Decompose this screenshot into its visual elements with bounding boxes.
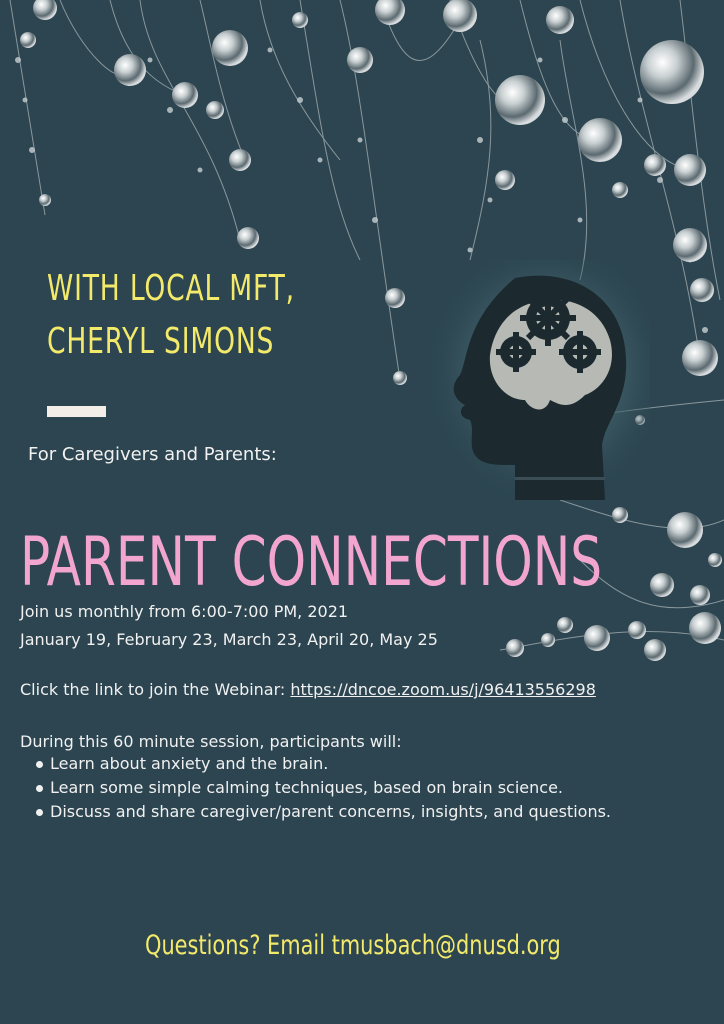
list-item: Learn some simple calming techniques, based on brain science. <box>36 776 611 800</box>
webinar-line <box>20 680 596 699</box>
webinar-link[interactable]: https://dncoe.zoom.us/j/96413556298 <box>290 680 596 699</box>
head-with-gears-icon <box>420 260 650 510</box>
webinar-prefix: Click the link to join the Webinar: <box>20 680 291 699</box>
contact-prefix: Questions? Email <box>145 930 332 961</box>
contact-email[interactable]: tmusbach@dnusd.org <box>331 930 561 961</box>
session-intro: During this 60 minute session, participants will: <box>20 732 402 751</box>
list-item: Learn about anxiety and the brain. <box>36 752 611 776</box>
schedule-dates: January 19, February 23, March 23, April 20, May 25 <box>20 630 438 649</box>
event-title: PARENT CONNECTIONS <box>20 523 603 602</box>
presenter-line-2: CHERYL SIMONS <box>47 321 275 362</box>
schedule-line: Join us monthly from 6:00-7:00 PM, 2021 <box>20 602 349 621</box>
presenter-heading <box>47 262 318 368</box>
divider <box>47 406 106 417</box>
presenter-line-1: WITH LOCAL MFT, <box>47 268 295 309</box>
contact-line <box>145 930 561 961</box>
list-item: Discuss and share caregiver/parent concerns, insights, and questions. <box>36 800 611 824</box>
session-bullets <box>36 752 611 824</box>
audience-label: For Caregivers and Parents: <box>28 444 277 465</box>
